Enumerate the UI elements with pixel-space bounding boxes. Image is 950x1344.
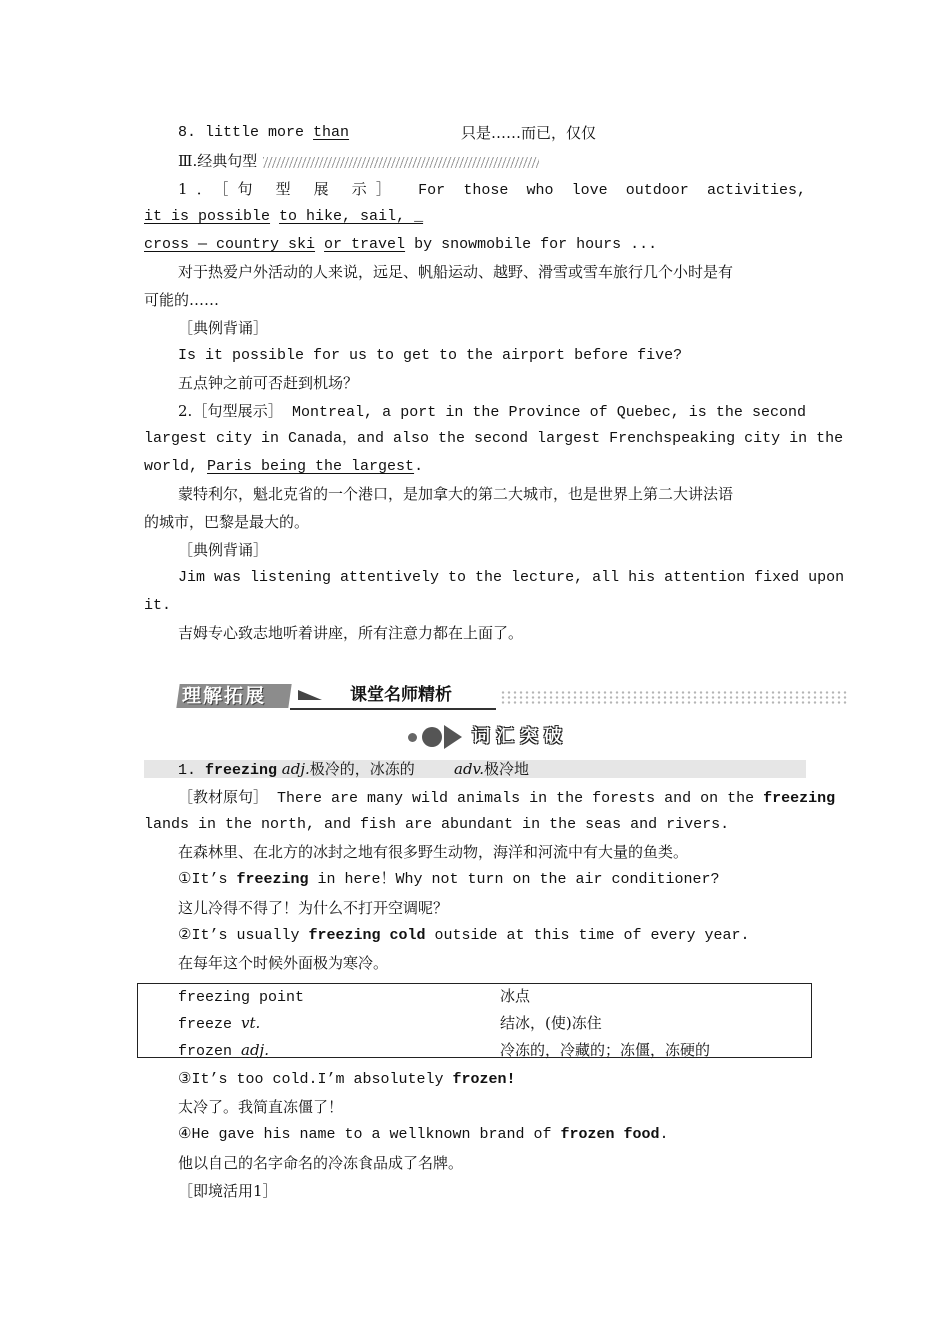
table-cell-word: freeze — [178, 1016, 242, 1033]
spacer — [315, 236, 324, 253]
source-translation: 在森林里、在北方的冰封之地有很多野生动物，海洋和河流中有大量的鱼类。 — [178, 843, 689, 861]
pattern1-line1 — [178, 179, 806, 201]
source-label: ［教材原句］ — [178, 788, 269, 806]
pattern-underlined: Paris being the largest — [207, 458, 415, 475]
table-cell-pos: vt. — [241, 1014, 261, 1032]
example-sentence: Is it possible for us to get to the airport before five? — [178, 347, 683, 364]
source-keyword: freezing — [763, 790, 836, 807]
large-dot-icon — [422, 727, 442, 747]
example-keyword: frozen food — [560, 1126, 660, 1143]
example-1 — [178, 870, 806, 890]
practice-label: ［即境活用1］ — [178, 1182, 278, 1200]
table-row — [178, 986, 531, 1008]
example-2-translation: 在每年这个时候外面极为寒冷。 — [178, 954, 389, 972]
example-label: ［典例背诵］ — [178, 541, 269, 559]
pattern-label: 1．［句 型 展 示］ — [178, 180, 401, 198]
example-text: ①It’s — [178, 871, 237, 888]
banner-dot-pattern — [500, 690, 848, 704]
table-cell-meaning: 冷冻的，冷藏的；冻僵，冻硬的 — [500, 1041, 711, 1059]
example-sentence-line2: it. — [144, 597, 172, 614]
table-cell-word: frozen — [178, 1043, 242, 1060]
pattern-text: . — [414, 458, 424, 475]
small-dot-icon — [408, 733, 417, 742]
pattern1-translation-line2: 可能的…… — [144, 291, 220, 309]
phrase-meaning: 只是……而已，仅仅 — [461, 124, 597, 142]
example-keyword: freezing — [236, 871, 309, 888]
headword: freezing — [205, 762, 278, 779]
phrase-part: little more — [205, 124, 314, 141]
lesson-banner — [178, 682, 848, 710]
example-text: ③It’s too cold.I’m absolutely — [178, 1071, 453, 1088]
second-meaning — [454, 759, 529, 779]
pattern-text: by snowmobile for hours ... — [405, 236, 658, 253]
banner-tag-text: 理解拓展 — [182, 685, 267, 707]
table-row — [178, 1013, 602, 1035]
item-8 — [178, 123, 806, 143]
example-4-translation: 他以自己的名字命名的冷冻食品成了名牌。 — [178, 1154, 464, 1172]
pattern1-line3 — [144, 235, 806, 255]
pattern-underlined: cross — country ski — [144, 236, 316, 253]
section-heading-3 — [178, 151, 806, 171]
banner-tag — [176, 684, 291, 708]
pattern-underlined: it is possible — [144, 208, 271, 225]
table-cell-pos: adj. — [241, 1041, 269, 1059]
section-title: 词汇突破 — [472, 726, 568, 747]
pattern-text: world, — [144, 458, 208, 475]
arrow-icon — [444, 725, 462, 749]
pattern2-line2: largest city in Canada，and also the second largest Frenchspeaking city in the — [144, 430, 844, 447]
example-2 — [178, 926, 806, 946]
example-keyword: frozen! — [452, 1071, 516, 1088]
vocab-headword — [178, 759, 806, 781]
source-sentence-line2: lands in the north, and fish are abundant in the seas and rivers. — [144, 816, 730, 833]
table-cell-word: freezing point — [178, 989, 305, 1006]
headword-meaning: 极冷的，冰冻的 — [309, 760, 415, 778]
example-3-translation: 太冷了。我简直冻僵了！ — [178, 1098, 344, 1116]
item-number: 8. — [178, 124, 206, 141]
item-number: 1. — [178, 762, 206, 779]
example-4 — [178, 1125, 806, 1145]
banner-title: 课堂名师精析 — [350, 685, 452, 705]
pattern2-translation-line1: 蒙特利尔，魁北克省的一个港口，是加拿大的第二大城市，也是世界上第二大讲法语 — [178, 485, 734, 503]
example-1-translation: 这儿冷得不得了！为什么不打开空调呢？ — [178, 899, 449, 917]
example-text: in here！Why not turn on the air conditioner? — [308, 871, 720, 888]
example-keyword: freezing cold — [308, 927, 426, 944]
part-of-speech: adj. — [277, 760, 310, 778]
banner-underline — [290, 708, 496, 710]
table-row — [178, 1040, 711, 1062]
pattern-text: Montreal, a port in the Province of Quebec, is the second — [292, 404, 806, 421]
headword-meaning: 极冷地 — [484, 760, 530, 778]
example-text: ④He gave his name to a wellknown brand of — [178, 1126, 561, 1143]
pattern-underlined: or travel — [324, 236, 406, 253]
section-title: Ⅲ.经典句型 — [178, 152, 258, 170]
source-text: There are many wild animals in the forests and on the — [277, 790, 764, 807]
pattern-label: 2.［句型展示］ — [178, 402, 283, 420]
example-3 — [178, 1070, 806, 1090]
word-family-table — [137, 983, 812, 1058]
example-text: . — [659, 1126, 669, 1143]
pattern2-line3 — [144, 457, 806, 477]
example-translation: 五点钟之前可否赶到机场？ — [178, 374, 359, 392]
source-sentence-line1 — [178, 787, 836, 809]
example-translation: 吉姆专心致志地听着讲座，所有注意力都在上面了。 — [178, 624, 524, 642]
table-cell-meaning: 冰点 — [500, 987, 531, 1005]
table-cell-meaning: 结冰，(使)冻住 — [500, 1014, 602, 1032]
pattern1-line2 — [144, 207, 806, 227]
example-sentence-line1: Jim was listening attentively to the lecture, all his attention fixed upon — [178, 569, 845, 586]
pattern-text: For those who love outdoor activities, — [418, 182, 806, 199]
hatch-decoration — [263, 157, 539, 168]
pattern1-translation-line1: 对于热爱户外活动的人来说，远足、帆船运动、越野、滑雪或雪车旅行几个小时是有 — [178, 263, 734, 281]
pattern-underlined: to hike, sail, _ — [279, 208, 424, 225]
banner-triangle-icon — [298, 690, 322, 700]
pattern2-line1 — [178, 401, 806, 423]
example-label: ［典例背诵］ — [178, 319, 269, 337]
example-text: outside at this time of every year. — [425, 927, 750, 944]
part-of-speech: adv. — [454, 760, 485, 778]
phrase-underlined: than — [313, 124, 350, 141]
example-text: ②It’s usually — [178, 927, 309, 944]
pattern2-translation-line2: 的城市，巴黎是最大的。 — [144, 513, 310, 531]
